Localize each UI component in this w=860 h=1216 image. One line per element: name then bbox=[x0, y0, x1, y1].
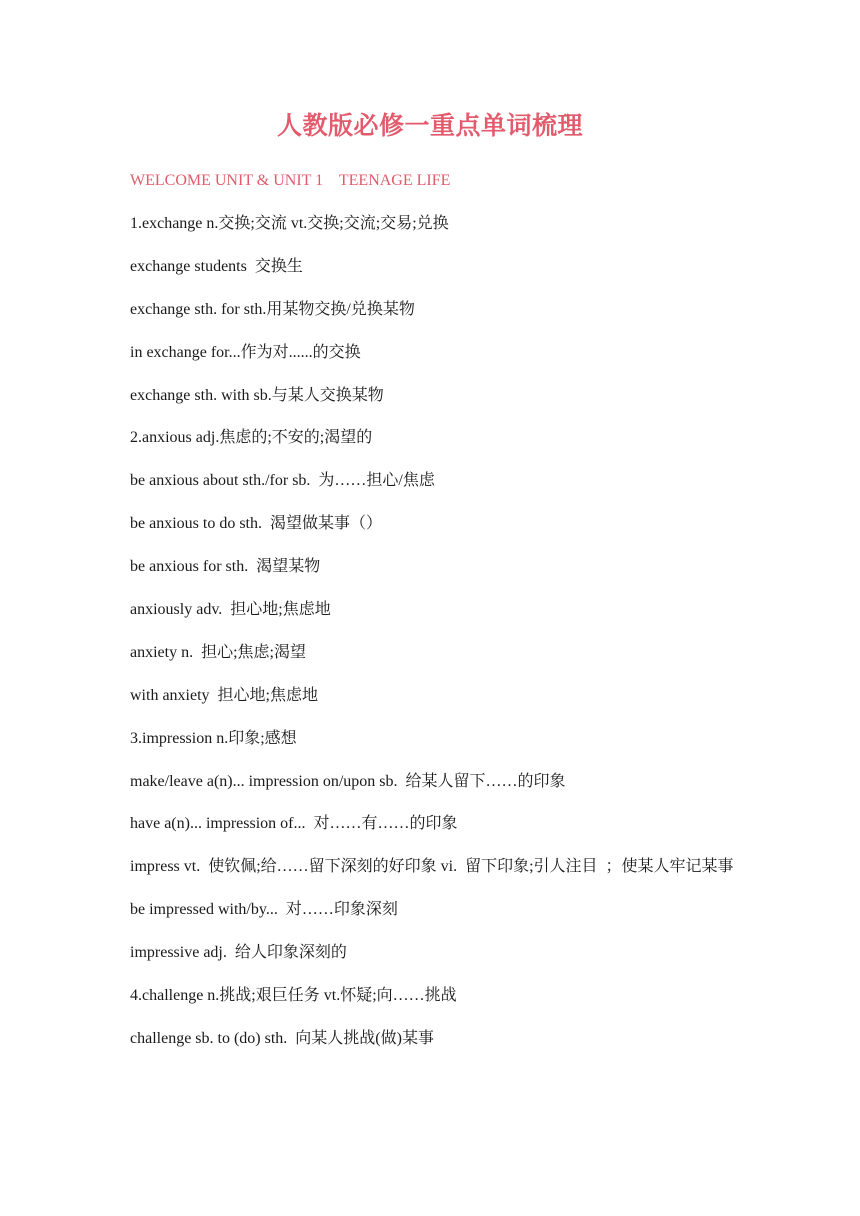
vocabulary-line: have a(n)... impression of... 对……有……的印象 bbox=[130, 815, 458, 833]
vocabulary-line: in exchange for...作为对......的交换 bbox=[130, 343, 361, 361]
page-title: 人教版必修一重点单词梳理 bbox=[276, 111, 583, 140]
vocabulary-line: challenge sb. to (do) sth. 向某人挑战(做)某事 bbox=[130, 1029, 434, 1047]
vocabulary-line: be anxious to do sth. 渴望做某事（） bbox=[130, 515, 382, 533]
vocabulary-line: 1.exchange n.交换;交流 vt.交换;交流;交易;兑换 bbox=[130, 215, 449, 232]
vocabulary-line: be impressed with/by... 对……印象深刻 bbox=[130, 901, 398, 919]
vocabulary-line: make/leave a(n)... impression on/upon sb. 给某人留下……的印象 bbox=[130, 772, 566, 790]
vocabulary-line: 4.challenge n.挑战;艰巨任务 vt.怀疑;向……挑战 bbox=[130, 987, 457, 1005]
vocabulary-line: anxiously adv. 担心地;焦虑地 bbox=[130, 601, 331, 619]
vocabulary-line: impressive adj. 给人印象深刻的 bbox=[130, 944, 347, 962]
vocabulary-line: exchange sth. for sth.用某物交换/兑换某物 bbox=[130, 300, 415, 318]
vocabulary-line: exchange sth. with sb.与某人交换某物 bbox=[130, 386, 384, 404]
vocabulary-line: impress vt. 使钦佩;给……留下深刻的好印象 vi. 留下印象;引人注目 ；使某人牢记某事 bbox=[130, 858, 734, 876]
vocabulary-list bbox=[130, 213, 740, 1071]
section-heading: WELCOME UNIT & UNIT 1 TEENAGE LIFE bbox=[130, 172, 451, 189]
vocabulary-line: 2.anxious adj.焦虑的;不安的;渴望的 bbox=[130, 429, 373, 447]
vocabulary-line: exchange students 交换生 bbox=[130, 257, 303, 275]
vocabulary-line: anxiety n. 担心;焦虑;渴望 bbox=[130, 643, 306, 661]
vocabulary-line: 3.impression n.印象;感想 bbox=[130, 729, 297, 747]
vocabulary-line: be anxious for sth. 渴望某物 bbox=[130, 558, 321, 576]
vocabulary-line: be anxious about sth./for sb. 为……担心/焦虑 bbox=[130, 472, 435, 490]
vocabulary-line: with anxiety 担心地;焦虑地 bbox=[130, 686, 318, 704]
